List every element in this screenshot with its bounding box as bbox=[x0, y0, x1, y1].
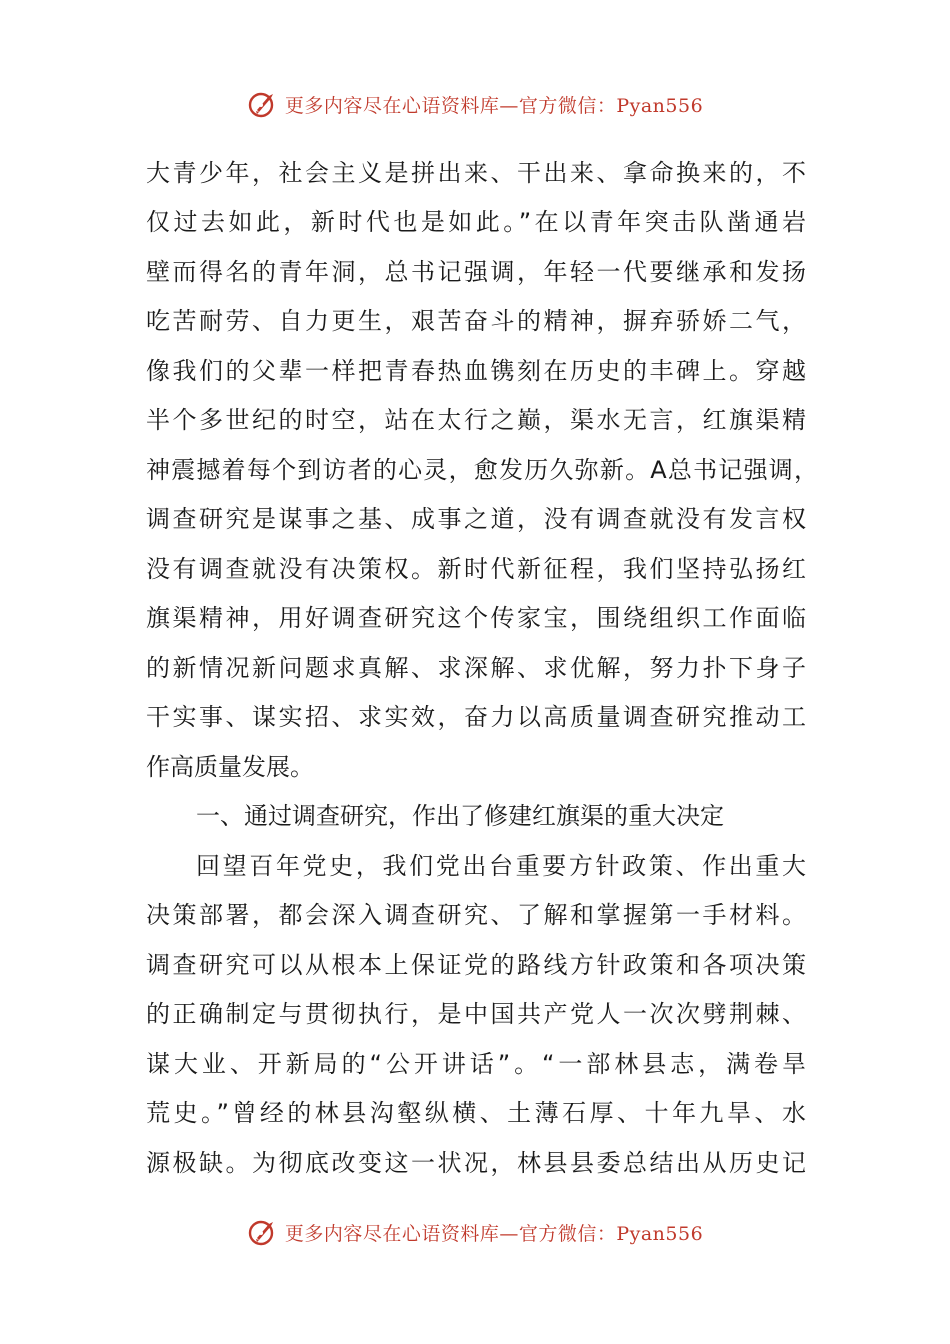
text-line: 决策部署，都会深入调查研究、了解和掌握第一手材料。 bbox=[146, 901, 806, 929]
text-line: 像我们的父辈一样把青春热血镌刻在历史的丰碑上。穿越 bbox=[146, 357, 806, 385]
text-line: 回望百年党史，我们党出台重要方针政策、作出重大 bbox=[196, 852, 806, 880]
text-line: 吃苦耐劳、自力更生，艰苦奋斗的精神，摒弃骄娇二气， bbox=[146, 307, 806, 335]
text-line: 调查研究是谋事之基、成事之道，没有调查就没有发言权 bbox=[146, 505, 806, 533]
pen-nib-circle-icon bbox=[247, 1216, 279, 1248]
pen-nib-circle-icon bbox=[247, 88, 279, 120]
text-line: 荒史。”曾经的林县沟壑纵横、土薄石厚、十年九旱、水 bbox=[146, 1099, 806, 1127]
page-footer-watermark bbox=[0, 1212, 950, 1252]
text-line: 半个多世纪的时空，站在太行之巅，渠水无言，红旗渠精 bbox=[146, 406, 806, 434]
text-line: 作高质量发展。 bbox=[146, 753, 314, 781]
watermark bbox=[247, 1216, 703, 1248]
text-line: 大青少年，社会主义是拼出来、干出来、拿命换来的，不 bbox=[146, 159, 806, 187]
page-header-watermark bbox=[0, 84, 950, 124]
text-line: 的正确制定与贯彻执行，是中国共产党人一次次劈荆棘、 bbox=[146, 1000, 806, 1028]
text-line: 没有调查就没有决策权。新时代新征程，我们坚持弘扬红 bbox=[146, 555, 806, 583]
text-line: 源极缺。为彻底改变这一状况，林县县委总结出从历史记 bbox=[146, 1149, 806, 1177]
text-line: 神震撼着每个到访者的心灵，愈发历久弥新。A总书记强调， bbox=[146, 456, 818, 484]
text-line: 调查研究可以从根本上保证党的路线方针政策和各项决策 bbox=[146, 951, 806, 979]
text-line: 的新情况新问题求真解、求深解、求优解，努力扑下身子 bbox=[146, 654, 806, 682]
text-line: 仅过去如此，新时代也是如此。”在以青年突击队凿通岩 bbox=[146, 208, 806, 236]
text-line: 谋大业、开新局的“公开讲话”。“一部林县志，满卷旱 bbox=[146, 1050, 806, 1078]
text-line: 干实事、谋实招、求实效，奋力以高质量调查研究推动工 bbox=[146, 703, 806, 731]
watermark-text: 更多内容尽在心语资料库—官方微信：Pyan556 bbox=[284, 1222, 704, 1245]
text-line: 壁而得名的青年洞，总书记强调，年轻一代要继承和发扬 bbox=[146, 258, 806, 286]
watermark-text: 更多内容尽在心语资料库—官方微信：Pyan556 bbox=[284, 94, 704, 117]
text-line: 旗渠精神，用好调查研究这个传家宝，围绕组织工作面临 bbox=[146, 604, 806, 632]
watermark bbox=[247, 88, 703, 120]
section-heading: 一、通过调查研究，作出了修建红旗渠的重大决定 bbox=[196, 802, 724, 830]
